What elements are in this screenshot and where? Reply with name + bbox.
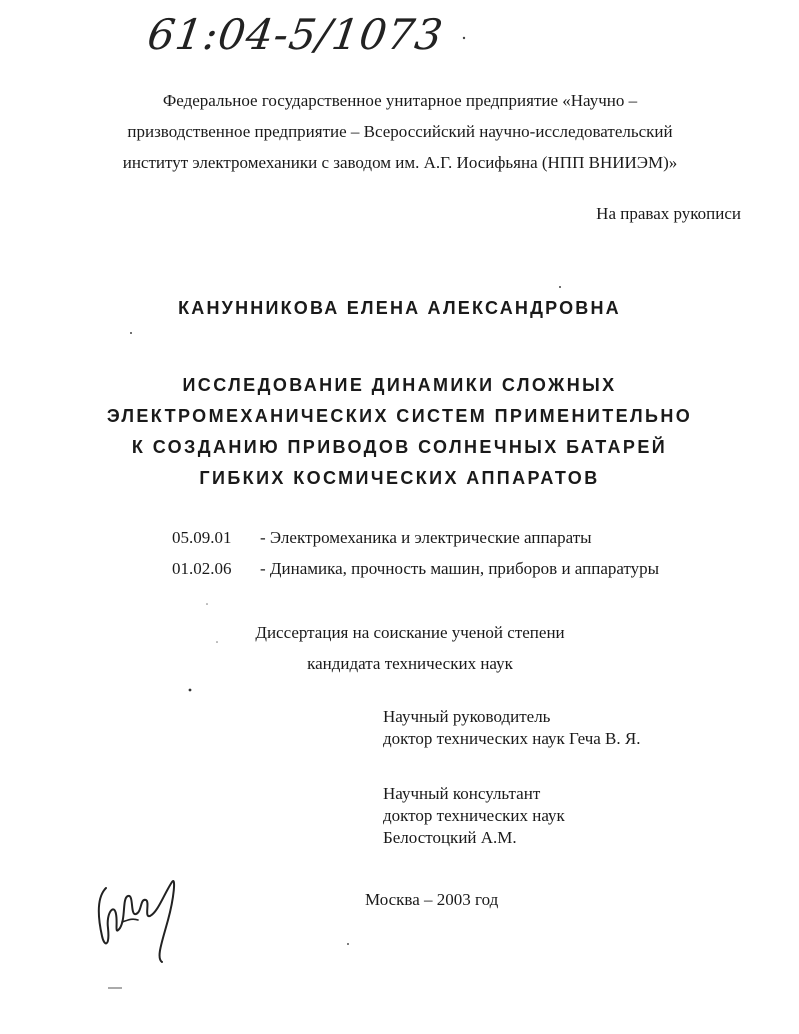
author-name: КАНУННИКОВА ЕЛЕНА АЛЕКСАНДРОВНА <box>178 298 621 318</box>
specialty-code: 01.02.06 <box>172 559 232 578</box>
specialty-name: - Динамика, прочность машин, приборов и аппаратуры <box>260 559 660 578</box>
organization-line: Федеральное государственное унитарное предприятие «Научно – <box>162 91 638 110</box>
rights-note: На правах рукописи <box>596 204 741 223</box>
supervisor-name: доктор технических наук Геча В. Я. <box>383 729 641 748</box>
handwritten-catalog-number: 61:04-5/1073 <box>144 10 447 59</box>
dissertation-degree <box>150 617 670 679</box>
degree-line: Диссертация на соискание ученой степени <box>255 623 565 642</box>
organization-line: институт электромеханики с заводом им. А.Г. Иосифьяна (НПП ВНИИЭМ)» <box>122 153 678 172</box>
title-line: ЭЛЕКТРОМЕХАНИЧЕСКИХ СИСТЕМ ПРИМЕНИТЕЛЬНО <box>106 406 693 426</box>
dissertation-title <box>0 370 799 494</box>
supervisor-block <box>383 706 640 750</box>
signature-icon <box>92 858 202 968</box>
consultant-block <box>383 783 565 849</box>
consultant-name: Белостоцкий А.М. <box>383 828 517 847</box>
specialty-item <box>172 559 659 579</box>
specialty-item <box>172 528 592 548</box>
title-line: ИССЛЕДОВАНИЕ ДИНАМИКИ СЛОЖНЫХ <box>182 375 617 395</box>
city-year: Москва – 2003 год <box>365 890 499 909</box>
supervisor-role: Научный руководитель <box>383 707 551 726</box>
organization-line: призводственное предприятие – Всероссийский научно-исследовательский <box>127 122 673 141</box>
specialty-code: 05.09.01 <box>172 528 232 547</box>
degree-line: кандидата технических наук <box>307 654 513 673</box>
specialty-name: - Электромеханика и электрические аппараты <box>260 528 592 547</box>
consultant-role: Научный консультант <box>383 784 541 803</box>
title-line: ГИБКИХ КОСМИЧЕСКИХ АППАРАТОВ <box>199 468 600 488</box>
title-line: К СОЗДАНИЮ ПРИВОДОВ СОЛНЕЧНЫХ БАТАРЕЙ <box>131 437 668 457</box>
consultant-degree: доктор технических наук <box>383 806 565 825</box>
organization-name <box>80 85 720 178</box>
